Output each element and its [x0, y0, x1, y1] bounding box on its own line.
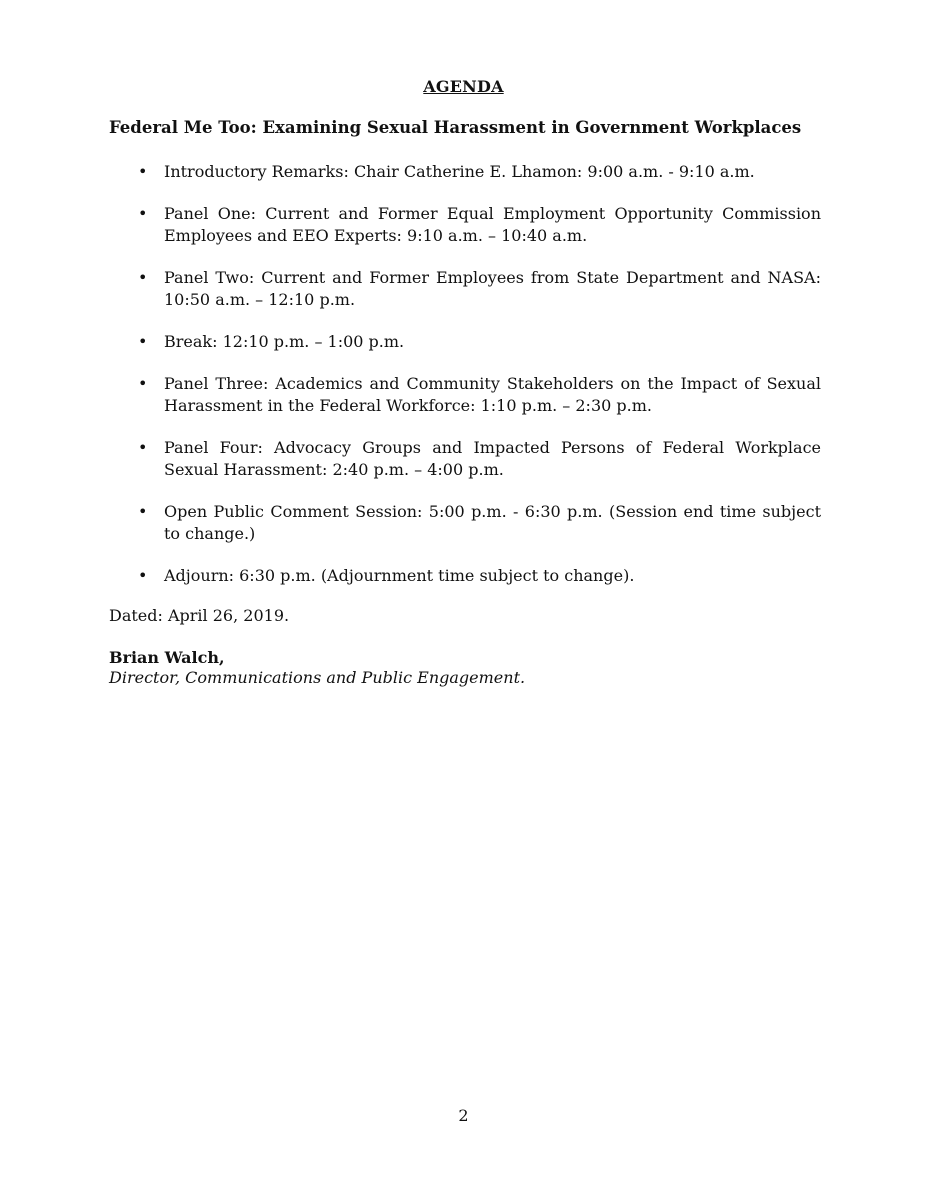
- signer-name: Brian Walch,: [109, 648, 225, 667]
- bullet-icon: •: [138, 204, 148, 223]
- agenda-item: [109, 501, 821, 545]
- bullet-icon: •: [138, 162, 148, 181]
- agenda-item: [109, 565, 821, 587]
- agenda-item-text: Introductory Remarks: Chair Catherine E. Lhamon: 9:00 a.m. - 9:10 a.m.: [164, 162, 755, 181]
- agenda-item-text: Panel Two: Current and Former Employees from State Department and NASA: 10:50 a.m. – 12:10 p.m.: [164, 268, 821, 309]
- agenda-item-text: Open Public Comment Session: 5:00 p.m. - 6:30 p.m. (Session end time subject to change.): [164, 502, 821, 543]
- dated-line: Dated: April 26, 2019.: [109, 606, 290, 625]
- agenda-item-text: Panel One: Current and Former Equal Employment Opportunity Commission Employees and EEO Experts: 9:10 a.m. – 10:40 a.m.: [164, 204, 821, 245]
- bullet-icon: •: [138, 502, 148, 521]
- agenda-item: [109, 437, 821, 481]
- agenda-list: [109, 161, 821, 607]
- page-number: 2: [458, 1106, 469, 1125]
- agenda-item: [109, 373, 821, 417]
- bullet-icon: •: [138, 438, 148, 457]
- bullet-icon: •: [138, 268, 148, 287]
- agenda-item: [109, 203, 821, 247]
- agenda-item: [109, 267, 821, 311]
- event-title: Federal Me Too: Examining Sexual Harassment in Government Workplaces: [109, 118, 802, 137]
- agenda-item: [109, 331, 821, 353]
- agenda-item-text: Adjourn: 6:30 p.m. (Adjournment time subject to change).: [164, 566, 635, 585]
- agenda-item: [109, 161, 821, 183]
- agenda-heading: AGENDA: [423, 77, 504, 96]
- bullet-icon: •: [138, 332, 148, 351]
- agenda-item-text: Panel Four: Advocacy Groups and Impacted Persons of Federal Workplace Sexual Harassment: 2:40 p.m. – 4:00 p.m.: [164, 438, 821, 479]
- bullet-icon: •: [138, 374, 148, 393]
- signer-title: Director, Communications and Public Engagement.: [109, 668, 526, 687]
- agenda-item-text: Panel Three: Academics and Community Stakeholders on the Impact of Sexual Harassment in the Federal Workforce: 1:10 p.m. – 2:30 p.m.: [164, 374, 821, 415]
- agenda-item-text: Break: 12:10 p.m. – 1:00 p.m.: [164, 332, 405, 351]
- bullet-icon: •: [138, 566, 148, 585]
